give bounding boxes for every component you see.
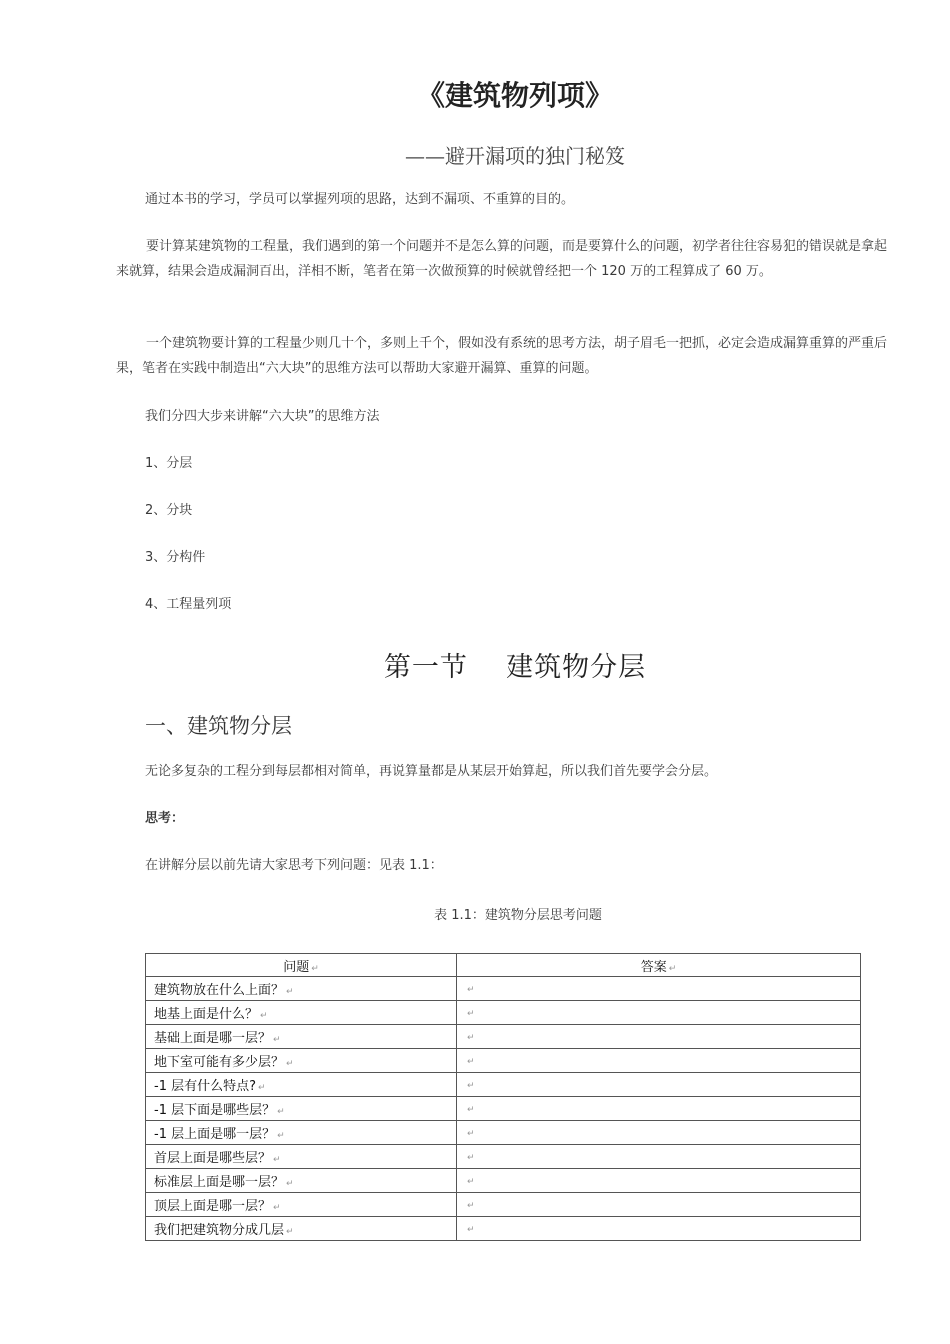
step-item: 4、工程量列项 — [145, 597, 232, 612]
answer-cell: ↵ — [457, 1025, 861, 1049]
paragraph-1: 要计算某建筑物的工程量，我们遇到的第一个问题并不是怎么算的问题，而是要算什么的问题，初学者往往容易犯的错误就是拿起来就算，结果会造成漏洞百出，洋相不断，笔者在第一次做预算的时候就曾经把一个 120 万的工程算成了 60 万。 — [116, 239, 888, 279]
paragraph-3: 我们分四大步来讲解“六大块”的思维方法 — [145, 409, 380, 424]
table-row — [146, 1145, 861, 1169]
question-cell: -1 层上面是哪一层？ ↵ — [146, 1121, 457, 1145]
question-cell: 顶层上面是哪一层？ ↵ — [146, 1193, 457, 1217]
question-cell: 标准层上面是哪一层？ ↵ — [146, 1169, 457, 1193]
answer-cell: ↵ — [457, 1169, 861, 1193]
answer-cell: ↵ — [457, 977, 861, 1001]
paragraph-5: 在讲解分层以前先请大家思考下列问题：见表 1.1： — [145, 858, 443, 873]
answer-cell: ↵ — [457, 1121, 861, 1145]
answer-cell: ↵ — [457, 1001, 861, 1025]
section-heading: 第一节 建筑物分层 — [383, 652, 647, 683]
questions-table — [145, 953, 861, 1241]
table-row — [146, 1073, 861, 1097]
question-cell: -1 层有什么特点? ↵ — [146, 1073, 457, 1097]
table-row — [146, 1097, 861, 1121]
answer-cell: ↵ — [457, 1073, 861, 1097]
question-cell: 地下室可能有多少层？ ↵ — [146, 1049, 457, 1073]
table-row — [146, 1049, 861, 1073]
table-row — [146, 1193, 861, 1217]
step-item: 1、分层 — [145, 456, 193, 471]
table-caption: 表 1.1：建筑物分层思考问题 — [434, 908, 602, 923]
table-row — [146, 1169, 861, 1193]
question-cell: 建筑物放在什么上面？ ↵ — [146, 977, 457, 1001]
column-header-question: 问题 ↵ — [146, 954, 457, 977]
table-row — [146, 1121, 861, 1145]
document-subtitle: ——避开漏项的独门秘笈 — [405, 144, 625, 168]
answer-cell: ↵ — [457, 1217, 861, 1241]
answer-cell: ↵ — [457, 1193, 861, 1217]
subsection-heading: 一、建筑物分层 — [145, 714, 292, 738]
question-cell: -1 层下面是哪些层？ ↵ — [146, 1097, 457, 1121]
paragraph-2: 一个建筑物要计算的工程量少则几十个，多则上千个，假如没有系统的思考方法，胡子眉毛一把抓，必定会造成漏算重算的严重后果，笔者在实践中制造出“六大块”的思维方法可以帮助大家避开漏算、重算的问题。 — [116, 336, 888, 376]
table-row — [146, 1217, 861, 1241]
think-label: 思考： — [145, 811, 185, 826]
table-row — [146, 1025, 861, 1049]
intro-paragraph: 通过本书的学习，学员可以掌握列项的思路，达到不漏项、不重算的目的。 — [145, 192, 575, 207]
table-row — [146, 977, 861, 1001]
step-item: 2、分块 — [145, 503, 193, 518]
paragraph-4: 无论多复杂的工程分到每层都相对简单，再说算量都是从某层开始算起，所以我们首先要学会分层。 — [145, 764, 718, 779]
answer-cell: ↵ — [457, 1145, 861, 1169]
table-row — [146, 1001, 861, 1025]
question-cell: 地基上面是什么？ ↵ — [146, 1001, 457, 1025]
step-item: 3、分构件 — [145, 550, 206, 565]
document-title: 《建筑物列项》 — [416, 79, 613, 112]
column-header-answer: 答案 ↵ — [457, 954, 861, 977]
table-header-row — [146, 954, 861, 977]
question-cell: 我们把建筑物分成几层 ↵ — [146, 1217, 457, 1241]
answer-cell: ↵ — [457, 1097, 861, 1121]
answer-cell: ↵ — [457, 1049, 861, 1073]
question-cell: 首层上面是哪些层？ ↵ — [146, 1145, 457, 1169]
question-cell: 基础上面是哪一层？ ↵ — [146, 1025, 457, 1049]
